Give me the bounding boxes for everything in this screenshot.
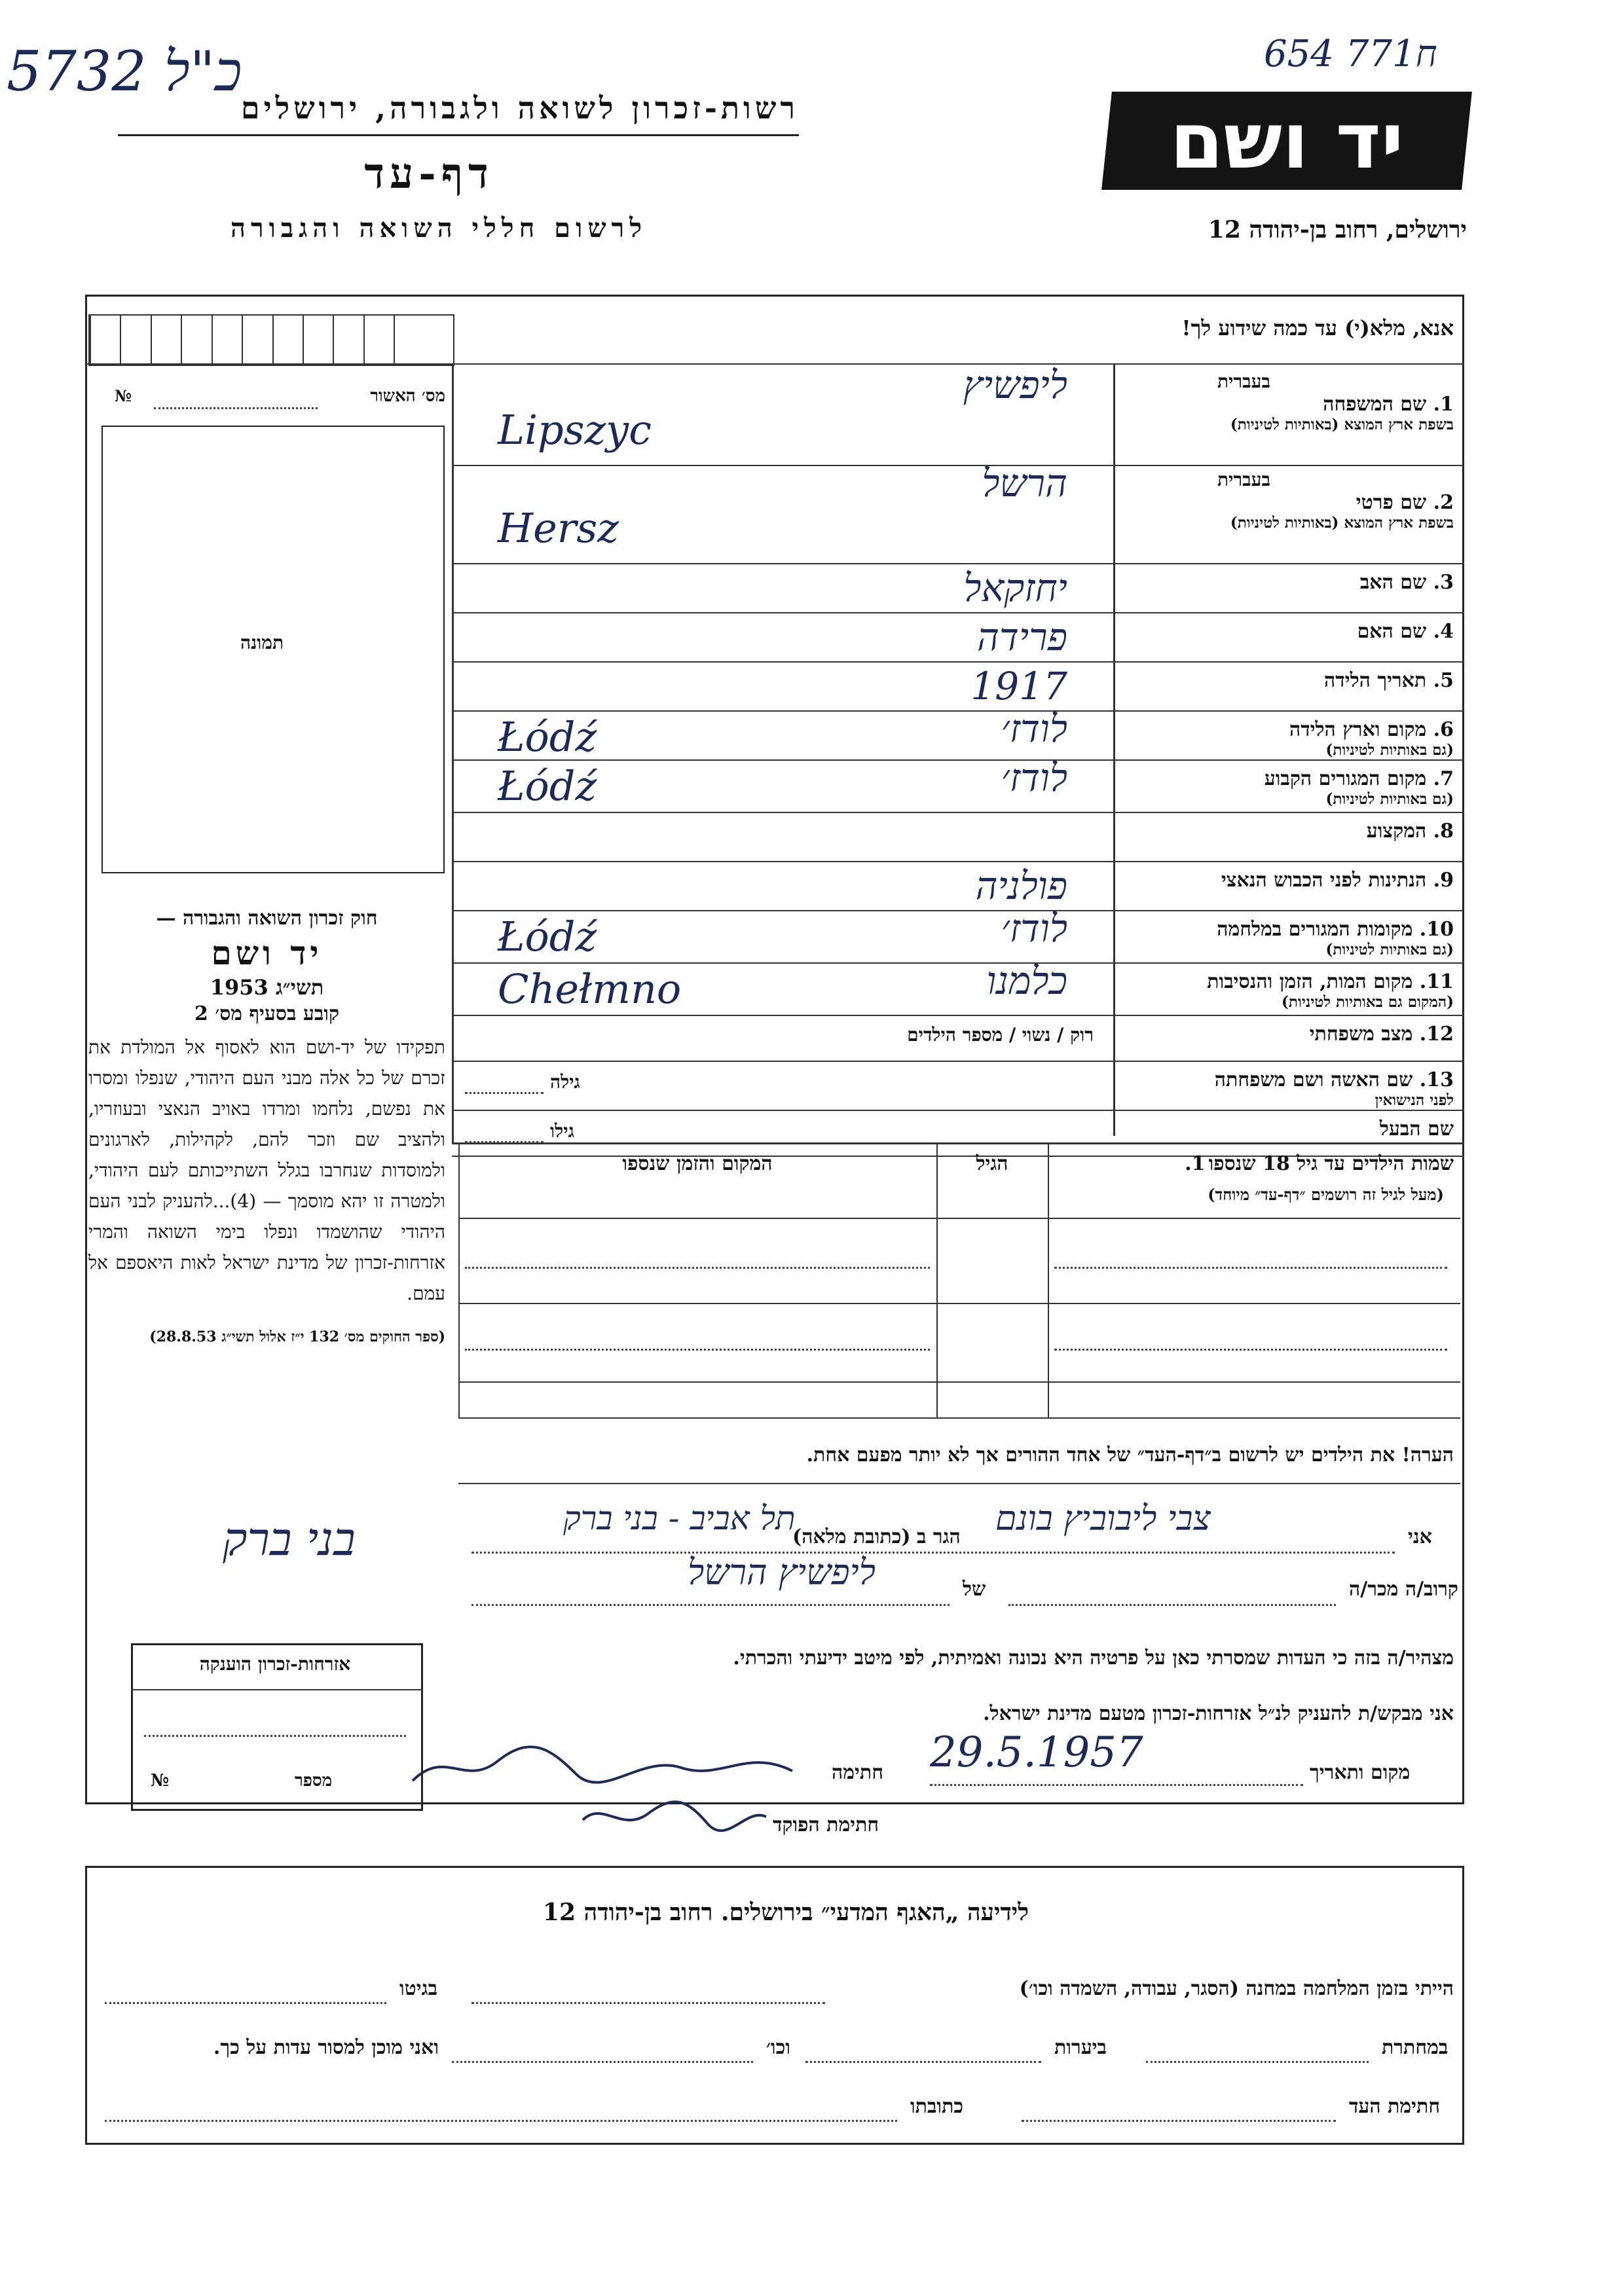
law-clause: קובע בסעיף מס׳ 2 <box>194 1002 340 1025</box>
info-line3-b: כתובתו <box>910 2095 964 2118</box>
field-label-text: 4. שם האם <box>1357 620 1454 643</box>
officer-signature-label: חתימת הפוקד <box>773 1813 879 1836</box>
address-label: (כתובת מלאה) <box>792 1525 911 1548</box>
children-num: 1. <box>1185 1152 1206 1175</box>
form-subtitle: לרשום חללי השואה והגבורה <box>230 213 648 244</box>
field-value-11 <box>458 958 1107 1015</box>
field-label-4 <box>1116 612 1454 661</box>
field-value-8 <box>458 812 1107 861</box>
info-line2-b: ביערות <box>1054 2036 1107 2059</box>
field-value-5 <box>458 661 1107 710</box>
field-value-hebrew: יחזקאל <box>963 566 1067 610</box>
field-note: (גם באותיות לטיניות) <box>1325 741 1454 759</box>
declarant-resides: הגר ב <box>917 1525 961 1548</box>
field-value-10 <box>458 906 1107 962</box>
field-label-text: 3. שם האב <box>1359 571 1454 594</box>
field-label-text: 11. מקום המות, הזמן והנסיבות <box>1207 970 1454 993</box>
field-value-14 <box>458 1110 1107 1156</box>
field-value-latin: Łódź <box>498 762 597 810</box>
signature-scribble <box>406 1741 799 1794</box>
field-value-latin: Chełmno <box>498 965 682 1013</box>
field-value-9 <box>458 861 1107 910</box>
field-value-hebrew: לודז׳ <box>1001 706 1067 751</box>
law-source: (ספר החוקים מס׳ 132 י״ז אלול תשי״ג 28.8.53) <box>149 1328 445 1345</box>
field-lang-label: בעברית <box>1217 469 1270 490</box>
field-label-12 <box>1116 1015 1454 1061</box>
field-label-text: שם הבעל <box>1379 1118 1454 1140</box>
field-note: בשפת ארץ המוצא (באותיות לטיניות) <box>1230 514 1454 532</box>
info-line1-a: הייתי בזמן המלחמה במחנה (הסגר, עבודה, השמדה וכו׳) <box>1019 1977 1454 2000</box>
photo-label: תמונה <box>240 632 284 653</box>
children-note: (מעל לגיל זה רושמים ״דף-עד״ מיוחד) <box>1208 1185 1444 1204</box>
field-label-8 <box>1116 812 1454 861</box>
relative-name: ליפשיץ הרשל <box>688 1552 876 1593</box>
field-label-3 <box>1116 563 1454 612</box>
field-value-3 <box>458 563 1107 612</box>
field-value-hebrew: לודז׳ <box>1001 756 1067 800</box>
children-col-place: המקום והזמן שנספו <box>622 1152 773 1175</box>
intro-line: אנא, מלא(י) עד כמה שידוע לך! <box>1181 316 1454 340</box>
declarant-ani: אני <box>1408 1525 1432 1548</box>
field-note: בשפת ארץ המוצא (באותיות לטיניות) <box>1230 416 1454 433</box>
field-label-text: 12. מצב משפחתי <box>1309 1023 1454 1046</box>
margin-note: בני ברק <box>223 1512 356 1566</box>
field-note: (המקום גם באותיות לטיניות) <box>1282 993 1454 1011</box>
marital-options: רוק / נשוי / מספר הילדים <box>907 1024 1094 1046</box>
field-value-latin: Hersz <box>498 504 619 552</box>
officer-signature-icon <box>576 1794 773 1840</box>
field-value-hebrew: הרשל <box>982 461 1067 505</box>
handwritten-file-number: 5732 כ"ל <box>7 39 242 103</box>
field-label-text: 5. תאריך הלידה <box>1324 669 1454 692</box>
address-line: ירושלים, רחוב בן-יהודה 12 <box>1208 216 1467 244</box>
signature-label: חתימה <box>832 1761 883 1784</box>
field-value-2 <box>458 461 1107 563</box>
yad-vashem-logo <box>1101 92 1472 190</box>
field-label-text: 8. המקצוע <box>1366 820 1454 843</box>
remark-line: הערה! את הילדים יש לרשום ב״דף-העד״ של אחד ההורים אך לא יותר מפעם אחת. <box>806 1444 1454 1467</box>
field-value-hebrew: כלמנו <box>986 958 1067 1003</box>
authority-line: רשות-זכרון לשואה ולגבורה, ירושלים <box>240 90 799 126</box>
info-title: לידיעה „האגף המדעי״ בירושלים. רחוב בן-יהודה 12 <box>542 1899 1029 1926</box>
age-label: גילה <box>550 1071 580 1093</box>
form-title: דף-עד <box>364 149 494 198</box>
age-label: גילו <box>550 1120 574 1142</box>
law-name: יד ושם <box>211 934 323 972</box>
field-value-hebrew: פולניה <box>975 864 1067 908</box>
field-value-latin: Łódź <box>498 913 597 960</box>
field-label-6 <box>1116 710 1454 759</box>
field-label-5 <box>1116 661 1454 710</box>
children-col-age: הגיל <box>976 1152 1008 1175</box>
of-label: של <box>963 1578 986 1601</box>
field-label-1 <box>1116 367 1454 465</box>
signature-icon <box>406 1741 799 1794</box>
citizenship-title: אזרחות-זכרון הוענקה <box>199 1653 351 1675</box>
place-date-label: מקום ותאריך <box>1310 1761 1411 1784</box>
field-label-9 <box>1116 861 1454 910</box>
field-value-6 <box>458 706 1107 761</box>
field-note: לפני הנישואין <box>1375 1091 1454 1109</box>
approval-no-sign: № <box>115 386 132 405</box>
relative-label: קרוב/ה מכר/ה <box>1349 1578 1458 1601</box>
field-value-12 <box>458 1015 1107 1061</box>
field-label-text: 10. מקומות המגורים במלחמה <box>1217 918 1454 941</box>
field-label-text: 9. הנתינות לפני הכבוש הנאצי <box>1221 869 1454 892</box>
field-label-11 <box>1116 962 1454 1015</box>
field-value-13 <box>458 1061 1107 1110</box>
info-line2-c: וכו׳ <box>766 2036 790 2059</box>
field-label-text: 2. שם פרטי <box>1356 491 1454 514</box>
field-value-7 <box>458 756 1107 812</box>
info-line1-b: בגיטו <box>399 1977 438 2000</box>
field-lang-label: בעברית <box>1217 371 1270 392</box>
field-label-text: 7. מקום המגורים הקבוע <box>1264 767 1454 790</box>
citizenship-no-label: מספר <box>295 1771 333 1791</box>
declarant-name: צבי ליבוביץ בונם <box>995 1499 1211 1539</box>
field-label-13 <box>1116 1061 1454 1110</box>
request-line: אני מבקש/ת להעניק לנ״ל אזרחות-זכרון מטעם מדינת ישראל. <box>983 1702 1454 1725</box>
approval-label: מס׳ האשור <box>370 386 445 406</box>
handwritten-reference-number: 654 ח771 <box>1264 33 1437 75</box>
logo-text: יד ושם <box>1170 96 1404 186</box>
field-label-7 <box>1116 759 1454 812</box>
field-value-4 <box>458 612 1107 661</box>
field-note: (גם באותיות לטיניות) <box>1325 941 1454 958</box>
field-label-text: 6. מקום וארץ הלידה <box>1289 718 1454 741</box>
place-date-value: 29.5.1957 <box>930 1728 1143 1777</box>
children-label <box>1051 1152 1454 1175</box>
field-value-hebrew: ליפשיץ <box>963 363 1067 407</box>
law-title: חוק זכרון השואה והגבורה — <box>156 907 378 930</box>
info-line2-d: ואני מוכן למסור עדות על כך. <box>213 2036 439 2059</box>
declarant-address: תל אביב - בני ברק <box>563 1499 796 1537</box>
field-label-text: 13. שם האשה ושם משפחתה <box>1214 1068 1454 1091</box>
field-label-10 <box>1116 910 1454 962</box>
index-tick-boxes <box>88 314 454 366</box>
declaration-line: מצהיר/ה בזה כי העדות שמסרתי כאן על פרטיה היא נכונה ואמיתית, לפי מיטב ידיעתי והכרתי. <box>733 1647 1454 1669</box>
field-value-hebrew: פרידה <box>976 615 1067 659</box>
law-body: תפקידו של יד-ושם הוא לאסוף אל המולדת את זכרם של כל אלה מבני העם היהודי, שנפלו ומסרו את נפשם, נלחמו ומרדו באויב הנאצי ובעוזריו, ולהציב שם וזכר להם, לקהילות, לארגונים ולמוסדות שנחרבו בגלל השתייכותם לעם היהודי, ולמטרה זו יהא מוסמך — (4)...להעניק לבני העם היהודי שהושמדו ונפלו בימי השואה והמרי אזרחות-זכרון של מדינת ישראל לאות היאספם אל עמם. <box>88 1036 445 1304</box>
field-value-latin: Lipszyc <box>498 406 652 454</box>
field-value-hebrew: 1917 <box>970 664 1067 708</box>
field-label-14 <box>1116 1110 1454 1156</box>
field-note: (גם באותיות לטיניות) <box>1325 790 1454 808</box>
officer-signature-scribble <box>576 1794 773 1840</box>
field-label-text: 1. שם המשפחה <box>1323 393 1454 416</box>
law-box <box>88 907 445 1347</box>
field-value-latin: Łódź <box>498 713 597 761</box>
citizenship-no-sign: № <box>151 1771 170 1791</box>
law-year: תשי״ג 1953 <box>210 975 324 1000</box>
field-value-hebrew: לודז׳ <box>1001 906 1067 951</box>
field-label-2 <box>1116 465 1454 563</box>
field-value-1 <box>458 363 1107 465</box>
info-line3-a: חתימת העד <box>1349 2095 1441 2118</box>
children-label-text: שמות הילדים עד גיל 18 שנספו <box>1208 1152 1454 1175</box>
info-line2-a: במחתרת <box>1382 2036 1449 2059</box>
